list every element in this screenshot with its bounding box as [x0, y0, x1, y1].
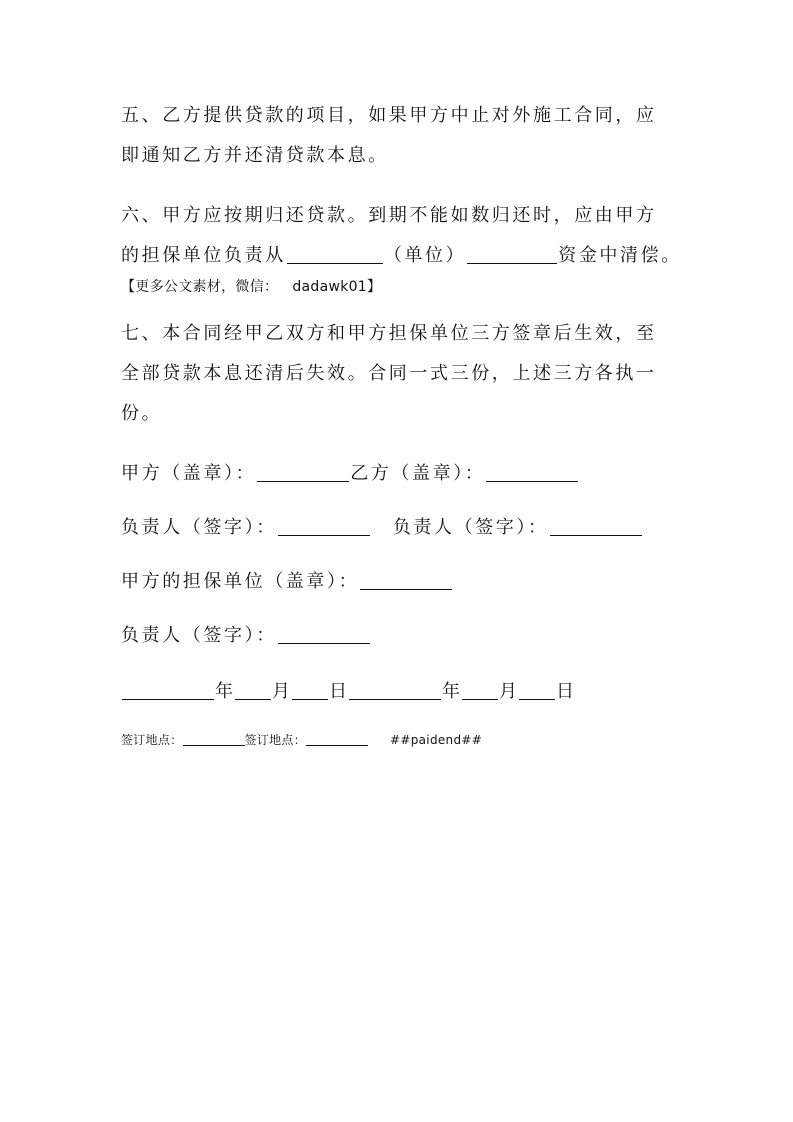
date-2-month-blank[interactable]: [462, 679, 498, 700]
date-2-year-label: 年: [442, 681, 461, 702]
promo-note-wechat: dadawk01: [292, 279, 368, 295]
clause-6: [121, 196, 681, 276]
clause-7-line-2: 全部贷款本息还清后失效。合同一式三份，上述三方各执一: [121, 363, 657, 384]
clause-6-line-2: [121, 236, 681, 276]
date-1-day-label: 日: [329, 681, 348, 702]
party-b-seal-blank[interactable]: [486, 461, 578, 482]
guarantor-seal-blank[interactable]: [360, 569, 452, 590]
fund-source-blank[interactable]: [287, 243, 383, 264]
party-a-seal-label: 甲方（盖章）：: [121, 463, 257, 484]
guarantor-seal-label: 甲方的担保单位（盖章）：: [121, 571, 360, 592]
signer-row: [121, 508, 681, 548]
person-in-charge-a-blank[interactable]: [278, 515, 370, 536]
clause-6-text-a: 的担保单位负责从: [121, 245, 286, 266]
date-1-year-label: 年: [215, 681, 234, 702]
end-marker: ##paidend##: [390, 733, 483, 747]
date-2-day-label: 日: [556, 681, 575, 702]
date-2-month-label: 月: [499, 681, 518, 702]
party-a-seal-blank[interactable]: [257, 461, 349, 482]
date-1-day-blank[interactable]: [292, 679, 328, 700]
place-2-label: 签订地点：: [244, 733, 307, 747]
clause-6-text-c: 资金中清偿。: [558, 245, 682, 266]
clause-6-line-1: 六、甲方应按期归还贷款。到期不能如数归还时，应由甲方: [121, 205, 657, 226]
date-2-year-blank[interactable]: [349, 679, 441, 700]
date-1-month-label: 月: [272, 681, 291, 702]
guarantor-person-blank[interactable]: [278, 623, 370, 644]
clause-7-line-3: 份。: [121, 403, 163, 424]
clause-7: [121, 314, 681, 434]
guarantor-person-label: 负责人（签字）：: [121, 625, 277, 646]
seal-row: [121, 454, 681, 494]
date-1-year-blank[interactable]: [122, 679, 214, 700]
date-row: [121, 672, 681, 712]
person-in-charge-b-blank[interactable]: [550, 515, 642, 536]
date-2-day-blank[interactable]: [519, 679, 555, 700]
place-1-label: 签订地点：: [121, 733, 183, 747]
place-row: [121, 731, 482, 749]
promo-note-prefix: 【更多公文素材，微信：: [121, 279, 279, 295]
person-in-charge-a-label: 负责人（签字）：: [121, 517, 277, 538]
place-1-blank[interactable]: [183, 733, 245, 746]
promo-note: [121, 278, 381, 296]
fund-type-blank[interactable]: [467, 243, 557, 264]
guarantor-row: [121, 562, 681, 602]
place-2-blank[interactable]: [306, 733, 368, 746]
clause-7-line-1: 七、本合同经甲乙双方和甲方担保单位三方签章后生效，至: [121, 323, 657, 344]
clause-5-line-1: 五、乙方提供贷款的项目，如果甲方中止对外施工合同，应: [121, 105, 657, 126]
promo-note-suffix: 】: [367, 279, 382, 295]
clause-5-line-2: 即通知乙方并还清贷款本息。: [121, 145, 389, 166]
person-in-charge-b-label: 负责人（签字）：: [392, 517, 549, 538]
clause-6-text-b: （单位）: [383, 245, 467, 266]
date-1-month-blank[interactable]: [235, 679, 271, 700]
clause-5: [121, 96, 681, 176]
party-b-seal-label: 乙方（盖章）：: [350, 463, 486, 484]
guarantor-signer-row: [121, 616, 681, 656]
